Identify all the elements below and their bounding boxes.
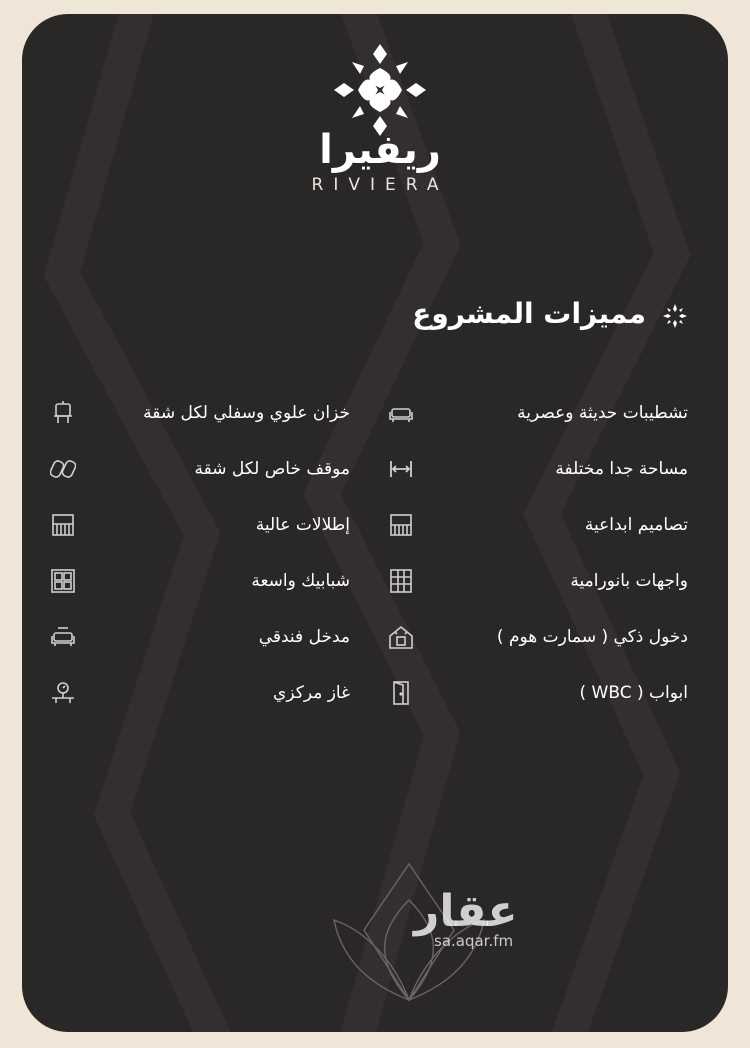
feature-item: [388, 452, 688, 486]
width-arrows-icon: [388, 456, 414, 482]
sofa-icon: [388, 400, 414, 426]
feature-card: [22, 14, 728, 1032]
feature-label: إطلالات عالية: [255, 515, 350, 535]
ornament-star-icon: [662, 303, 688, 329]
brand-name-arabic: ريفيرا: [319, 127, 441, 173]
feature-item: [50, 396, 350, 430]
feature-item: [388, 620, 688, 654]
feature-label: دخول ذكي ( سمارت هوم ): [496, 627, 688, 647]
section-title: مميزات المشروع: [412, 297, 646, 330]
feature-label: غاز مركزي: [273, 683, 350, 703]
feature-label: مدخل فندقي: [258, 627, 350, 647]
feature-item: [50, 452, 350, 486]
balcony-view-icon: [50, 512, 76, 538]
feature-item: [50, 564, 350, 598]
feature-label: واجهات بانورامية: [570, 571, 688, 591]
feature-label: خزان علوي وسفلي لكل شقة: [143, 403, 350, 423]
water-tank-icon: [50, 400, 76, 426]
feature-label: مساحة جدا مختلفة: [555, 459, 688, 479]
car-parking-icon: [50, 456, 76, 482]
smart-home-icon: [388, 624, 414, 650]
riviera-logo-icon: [330, 40, 430, 140]
gas-meter-icon: [50, 680, 76, 706]
window-icon: [50, 568, 76, 594]
feature-item: [388, 564, 688, 598]
door-icon: [388, 680, 414, 706]
building-facade-icon: [388, 568, 414, 594]
feature-item: [50, 508, 350, 542]
brand-name-english: RIVIERA: [311, 175, 449, 195]
feature-item: [388, 508, 688, 542]
lobby-sofa-icon: [50, 624, 76, 650]
feature-item: [50, 676, 350, 710]
feature-label: تصاميم ابداعية: [584, 515, 688, 535]
balcony-icon: [388, 512, 414, 538]
watermark-url: sa.aqar.fm: [434, 932, 514, 950]
feature-label: موقف خاص لكل شقة: [194, 459, 350, 479]
feature-item: [50, 620, 350, 654]
feature-label: ابواب ( WBC ): [579, 683, 688, 703]
feature-item: [388, 396, 688, 430]
feature-item: [388, 676, 688, 710]
feature-label: شبابيك واسعة: [251, 571, 350, 591]
watermark-brand: عقار: [414, 886, 518, 937]
feature-label: تشطيبات حديثة وعصرية: [517, 403, 688, 423]
